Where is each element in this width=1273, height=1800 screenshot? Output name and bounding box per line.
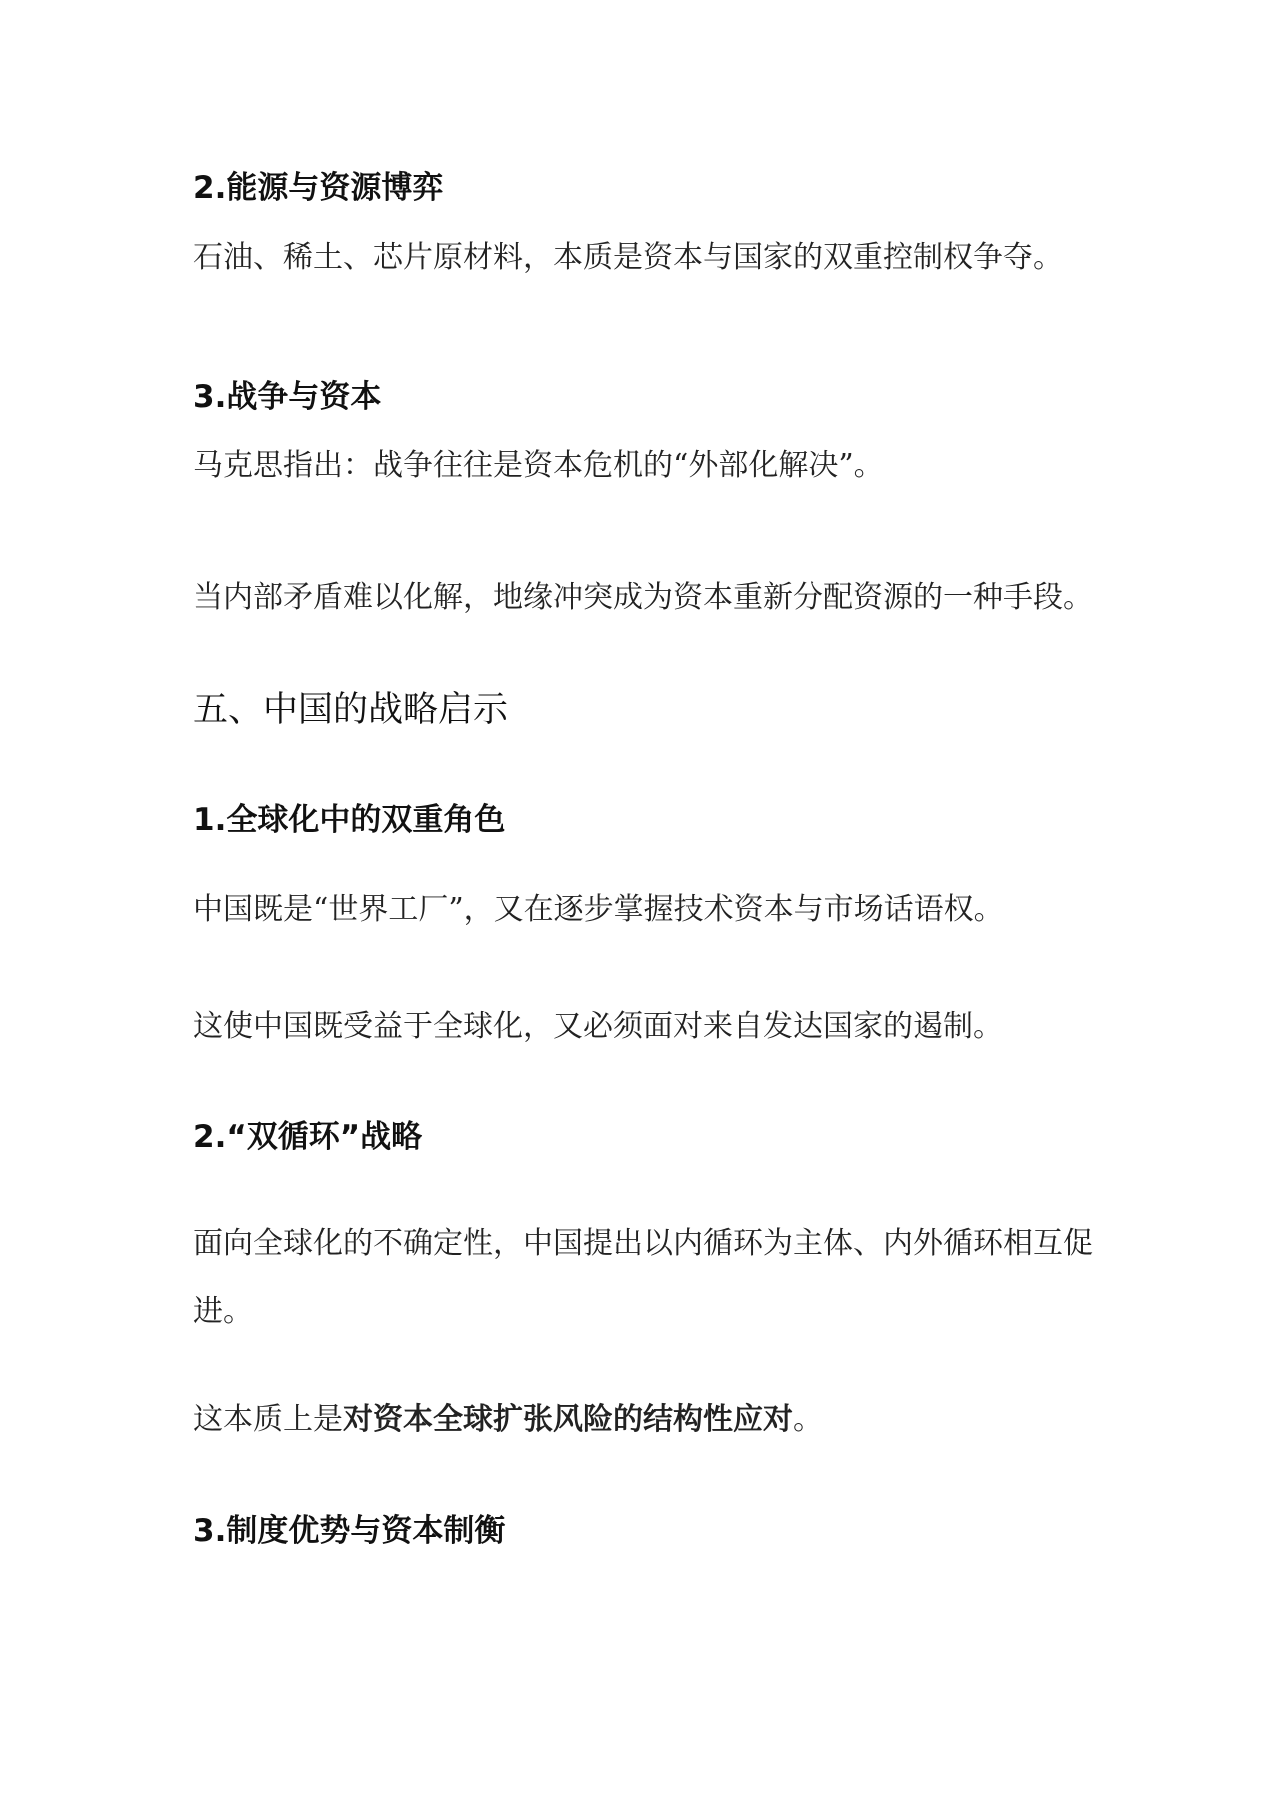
paragraph-suffix: 。: [793, 1402, 823, 1437]
paragraph-dual-circulation-line1: 面向全球化的不确定性，中国提出以内循环为主体、内外循环相互促: [193, 1226, 1093, 1261]
paragraph-prefix: 这本质上是: [193, 1402, 343, 1437]
paragraph-resource-control: 石油、稀土、芯片原材料，本质是资本与国家的双重控制权争夺。: [193, 240, 1063, 275]
subheading-dual-circulation: 2.“双循环”战略: [193, 1119, 423, 1155]
subheading-dual-role: 1.全球化中的双重角色: [193, 802, 506, 838]
paragraph-structural-response: [193, 1400, 1093, 1440]
subheading-war-capital: 3.战争与资本: [193, 379, 382, 415]
section-heading-china-strategy: 五、中国的战略启示: [193, 690, 509, 730]
emphasis-text: 对资本全球扩张风险的结构性应对: [343, 1402, 793, 1437]
paragraph-dual-circulation-line2: 进。: [193, 1294, 253, 1329]
subheading-institutional-advantage: 3.制度优势与资本制衡: [193, 1513, 506, 1549]
paragraph-world-factory: 中国既是“世界工厂”，又在逐步掌握技术资本与市场话语权。: [193, 892, 1004, 927]
paragraph-containment: 这使中国既受益于全球化，又必须面对来自发达国家的遏制。: [193, 1009, 1003, 1044]
paragraph-marx-quote: 马克思指出：战争往往是资本危机的“外部化解决”。: [193, 448, 884, 483]
paragraph-geopolitical-conflict: 当内部矛盾难以化解，地缘冲突成为资本重新分配资源的一种手段。: [193, 580, 1093, 615]
subheading-energy-resources: 2.能源与资源博弈: [193, 170, 444, 206]
